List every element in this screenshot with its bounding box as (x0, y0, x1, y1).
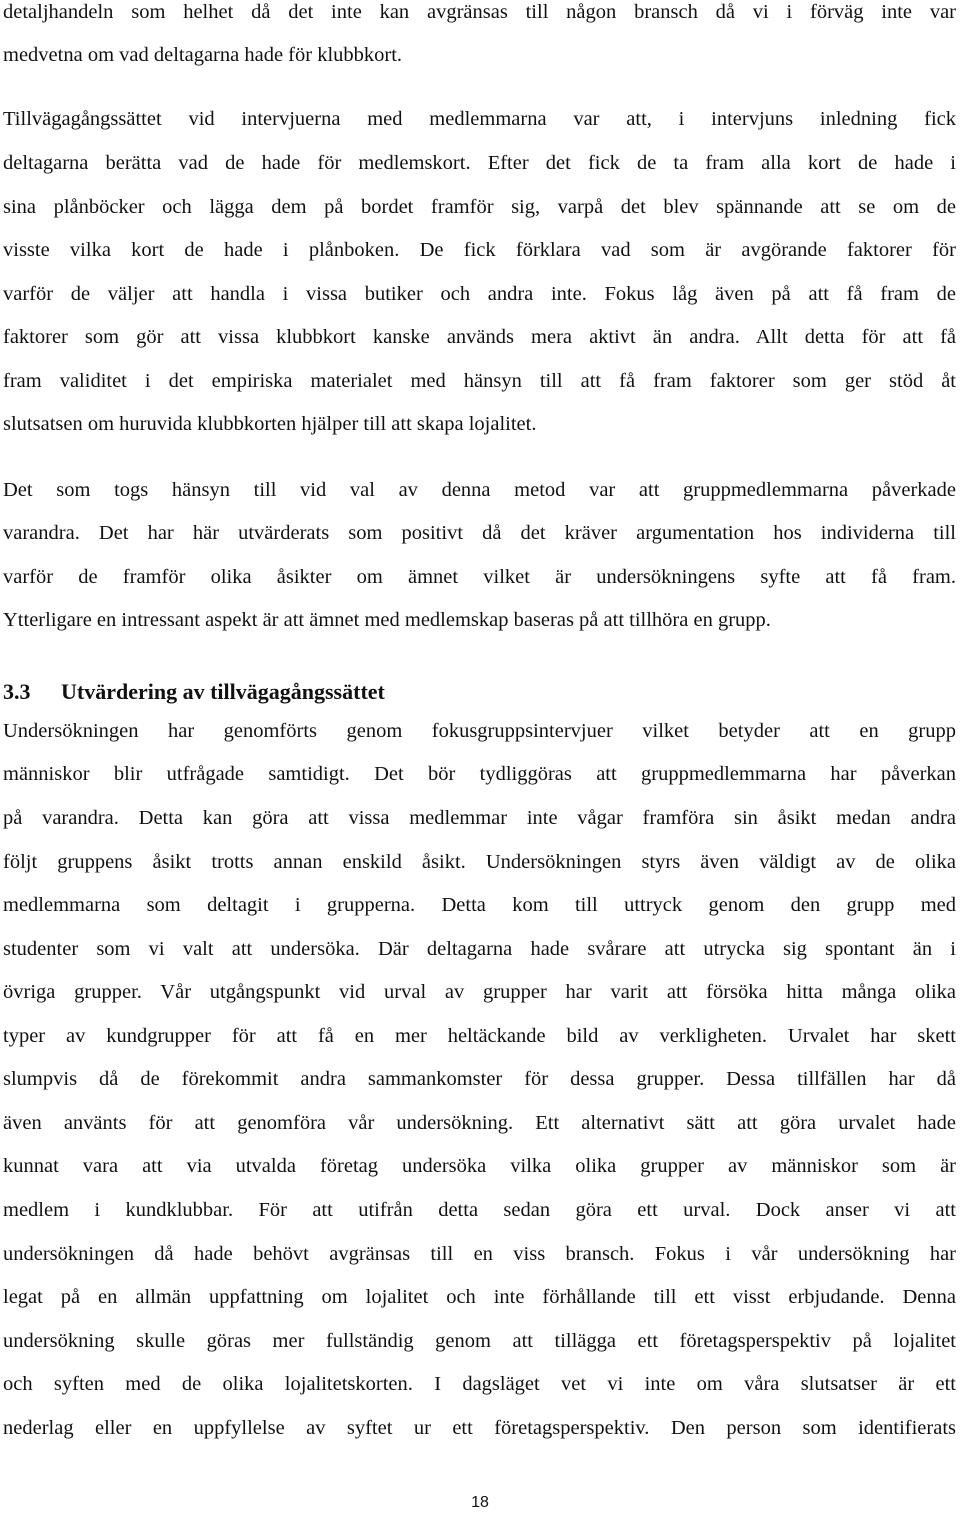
body-text-line: deltagarna berätta vad de hade för medlemskort. Efter det fick de ta fram alla kort de hade i (3, 152, 956, 174)
section-title: Utvärdering av tillvägagångssättet (61, 679, 385, 704)
body-text-line: varför de framför olika åsikter om ämnet vilket är undersökningens syfte att få fram. (3, 566, 956, 588)
body-text-line: nederlag eller en uppfyllelse av syftet ur ett företagsperspektiv. Den person som identifierats (3, 1417, 956, 1439)
body-text-line: slutsatsen om huruvida klubbkorten hjälper till att skapa lojalitet. (3, 413, 537, 435)
body-text-line: Tillvägagångssättet vid intervjuerna med medlemmarna var att, i intervjuns inledning fick (3, 108, 956, 130)
body-text-line: detaljhandeln som helhet då det inte kan avgränsas till någon bransch då vi i förväg inte var (3, 1, 956, 23)
body-text-line: sina plånböcker och lägga dem på bordet framför sig, varpå det blev spännande att se om de (3, 196, 956, 218)
body-text-line: Undersökningen har genomförts genom fokusgruppsintervjuer vilket betyder att en grupp (3, 720, 956, 742)
page-number: 18 (471, 1494, 489, 1511)
body-text-line: varför de väljer att handla i vissa butiker och andra inte. Fokus låg även på att få fram de (3, 283, 956, 305)
body-text-line: medvetna om vad deltagarna hade för klubbkort. (3, 44, 403, 66)
body-text-line: faktorer som gör att vissa klubbkort kanske används mera aktivt än andra. Allt detta för att få (3, 326, 956, 348)
body-text-line: slumpvis då de förekommit andra sammankomster för dessa grupper. Dessa tillfällen har då (3, 1068, 956, 1090)
body-text-line: människor blir utfrågade samtidigt. Det bör tydliggöras att gruppmedlemmarna har påverkan (3, 763, 956, 785)
body-text-line: undersökning skulle göras mer fullständig genom att tillägga ett företagsperspektiv på lojalitet (3, 1330, 956, 1352)
body-text-line: visste vilka kort de hade i plånboken. De fick förklara vad som är avgörande faktorer för (3, 239, 956, 261)
body-text-line: på varandra. Detta kan göra att vissa medlemmar inte vågar framföra sin åsikt medan andra (3, 807, 956, 829)
body-text-line: medlemmarna som deltagit i grupperna. Detta kom till uttryck genom den grupp med (3, 894, 956, 916)
body-text-line: och syften med de olika lojalitetskorten. I dagsläget vet vi inte om våra slutsatser är ett (3, 1373, 956, 1395)
body-text-line: studenter som vi valt att undersöka. Där deltagarna hade svårare att utrycka sig spontant än i (3, 938, 956, 960)
body-text-line: legat på en allmän uppfattning om lojalitet och inte förhållande till ett visst erbjudande. Denna (3, 1286, 956, 1308)
body-text-line: varandra. Det har här utvärderats som positivt då det kräver argumentation hos individerna till (3, 522, 956, 544)
section-heading (3, 677, 385, 707)
body-text-line: undersökningen då hade behövt avgränsas till en viss bransch. Fokus i vår undersökning har (3, 1243, 956, 1265)
body-text-line: Ytterligare en intressant aspekt är att ämnet med medlemskap baseras på att tillhöra en grupp. (3, 609, 771, 631)
body-text-line: följt gruppens åsikt trotts annan enskild åsikt. Undersökningen styrs även väldigt av de olika (3, 851, 956, 873)
section-number: 3.3 (3, 679, 31, 704)
body-text-line: kunnat vara att via utvalda företag undersöka vilka olika grupper av människor som är (3, 1155, 956, 1177)
body-text-line: fram validitet i det empiriska materialet med hänsyn till att få fram faktorer som ger stöd åt (3, 370, 956, 392)
body-text-line: även använts för att genomföra vår undersökning. Ett alternativt sätt att göra urvalet hade (3, 1112, 956, 1134)
body-text-line: övriga grupper. Vår utgångspunkt vid urval av grupper har varit att försöka hitta många olika (3, 981, 956, 1003)
body-text-line: typer av kundgrupper för att få en mer heltäckande bild av verkligheten. Urvalet har skett (3, 1025, 956, 1047)
body-text-line: Det som togs hänsyn till vid val av denna metod var att gruppmedlemmarna påverkade (3, 479, 956, 501)
body-text-line: medlem i kundklubbar. För att utifrån detta sedan göra ett urval. Dock anser vi att (3, 1199, 956, 1221)
